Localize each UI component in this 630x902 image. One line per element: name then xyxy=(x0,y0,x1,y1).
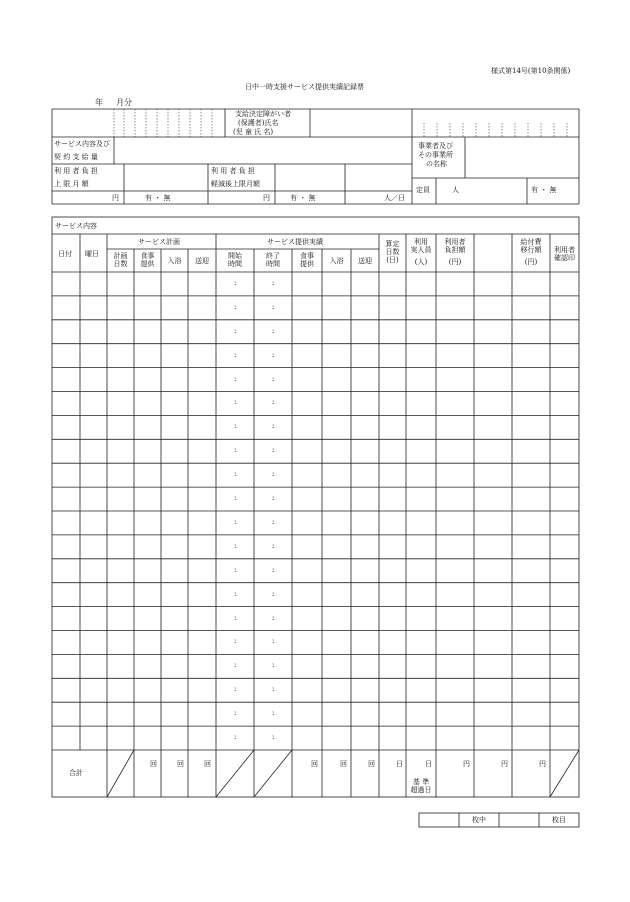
total-users-unit: 日 xyxy=(425,760,432,768)
col-plan-days: 計画 日数 xyxy=(113,252,128,269)
capacity-unit: 人 xyxy=(452,186,459,194)
col-confirm: 利用者 確認印 xyxy=(554,246,575,263)
start-time-colon: : xyxy=(234,685,237,694)
start-time-colon: : xyxy=(234,398,237,407)
end-time-colon: : xyxy=(272,326,275,335)
col-meal-actual: 食事 提供 xyxy=(300,252,314,269)
end-time-colon: : xyxy=(272,541,275,550)
col-start: 開始 時間 xyxy=(228,252,242,269)
start-time-colon: : xyxy=(234,422,237,431)
provider-name-3: の名称 xyxy=(426,160,447,168)
total-transport-unit: 回 xyxy=(204,760,211,768)
service-content-label: サービス内容 xyxy=(55,222,97,230)
end-time-colon: : xyxy=(272,613,275,622)
col-transport-actual: 送迎 xyxy=(358,257,372,265)
end-time-colon: : xyxy=(272,637,275,646)
col-bath-actual: 入浴 xyxy=(329,257,344,265)
start-time-colon: : xyxy=(234,302,237,311)
service-contract-2: 契 約 支 給 量 xyxy=(54,153,98,161)
total-bath-actual-unit: 回 xyxy=(340,760,347,768)
total-meal-unit: 回 xyxy=(150,760,157,768)
end-time-colon: : xyxy=(272,422,275,431)
start-time-colon: : xyxy=(234,661,237,670)
start-time-colon: : xyxy=(234,613,237,622)
end-time-colon: : xyxy=(272,302,275,311)
end-time-colon: : xyxy=(272,709,275,718)
col-day: 日付 xyxy=(58,250,72,258)
col-meal: 食事 提供 xyxy=(140,252,155,269)
end-time-colon: : xyxy=(272,398,275,407)
end-time-colon: : xyxy=(272,350,275,359)
standard-excess: 基 準 超過日 xyxy=(410,778,432,795)
end-time-colon: : xyxy=(272,470,275,479)
col-end: 終了 時間 xyxy=(266,252,280,269)
start-time-colon: : xyxy=(234,589,237,598)
total-calc-days-unit: 日 xyxy=(396,760,403,768)
yen-2: 円 xyxy=(263,194,270,202)
end-time-colon: : xyxy=(272,733,275,742)
total-benefit-unit: 円 xyxy=(539,760,546,768)
col-weekday: 曜日 xyxy=(85,250,99,258)
start-time-colon: : xyxy=(234,278,237,287)
end-time-colon: : xyxy=(272,278,275,287)
col-bath: 入浴 xyxy=(167,257,182,265)
col-benefit: 給付費 移行額 (円) xyxy=(520,238,542,267)
user-burden-reduced-1: 利 用 者 負 担 xyxy=(211,167,255,175)
start-time-colon: : xyxy=(234,374,237,383)
start-time-colon: : xyxy=(234,517,237,526)
persons-per-day: 人／日 xyxy=(384,194,405,202)
provider-name-2: その事業所 xyxy=(418,151,453,159)
col-plan-group: サービス計画 xyxy=(138,238,180,246)
user-burden-2: 上 限 月 額 xyxy=(54,180,89,188)
provider-name-1: 事業者及び xyxy=(418,142,453,150)
page-title: 日中一時支援サービス提供実績記録票 xyxy=(245,83,364,91)
total-transport-actual-unit: 回 xyxy=(368,760,375,768)
start-time-colon: : xyxy=(234,470,237,479)
col-calc-days: 算定 日数 (日) xyxy=(385,240,400,265)
form-number: 様式第14号(第10条関係) xyxy=(491,67,571,75)
sheet-no-label: 枚目 xyxy=(552,816,566,824)
end-time-colon: : xyxy=(272,565,275,574)
end-time-colon: : xyxy=(272,374,275,383)
start-time-colon: : xyxy=(234,446,237,455)
recipient-label-2: (保護者)氏名 xyxy=(238,119,279,127)
start-time-colon: : xyxy=(234,637,237,646)
start-time-colon: : xyxy=(234,541,237,550)
user-burden-reduced-2: 軽減後上限月額 xyxy=(211,180,260,188)
year-label: 年 xyxy=(95,98,103,107)
total-meal-actual-unit: 回 xyxy=(311,760,318,768)
end-time-colon: : xyxy=(272,494,275,503)
sheets-of-label: 枚中 xyxy=(472,816,486,824)
total-label: 合計 xyxy=(69,769,83,777)
recipient-label-1: 支給決定障がい者 xyxy=(235,110,291,118)
service-contract-1: サービス内容及び xyxy=(54,140,110,148)
start-time-colon: : xyxy=(234,494,237,503)
end-time-colon: : xyxy=(272,661,275,670)
total-user-cost-unit: 円 xyxy=(463,760,470,768)
start-time-colon: : xyxy=(234,326,237,335)
col-transport: 送迎 xyxy=(195,257,209,265)
yen-1: 円 xyxy=(112,194,119,202)
end-time-colon: : xyxy=(272,589,275,598)
recipient-label-3: (児 童 氏 名) xyxy=(233,128,274,136)
start-time-colon: : xyxy=(234,733,237,742)
user-burden-1: 利 用 者 負 担 xyxy=(54,167,98,175)
yes-no-1: 有 ・ 無 xyxy=(145,194,171,202)
yes-no-2: 有 ・ 無 xyxy=(290,194,316,202)
start-time-colon: : xyxy=(234,709,237,718)
total-bath-unit: 回 xyxy=(177,760,184,768)
start-time-colon: : xyxy=(234,565,237,574)
start-time-colon: : xyxy=(234,350,237,359)
end-time-colon: : xyxy=(272,517,275,526)
yes-no-3: 有 ・ 無 xyxy=(531,186,557,194)
end-time-colon: : xyxy=(272,446,275,455)
capacity-label: 定員 xyxy=(416,186,430,194)
col-actual-users: 利用 実人員 (人) xyxy=(410,238,432,267)
total-col-unit: 円 xyxy=(501,760,508,768)
col-actual-group: サービス提供実績 xyxy=(267,238,323,246)
end-time-colon: : xyxy=(272,685,275,694)
month-label: 月分 xyxy=(116,98,132,107)
col-user-cost: 利用者 負担額 (円) xyxy=(444,238,466,267)
